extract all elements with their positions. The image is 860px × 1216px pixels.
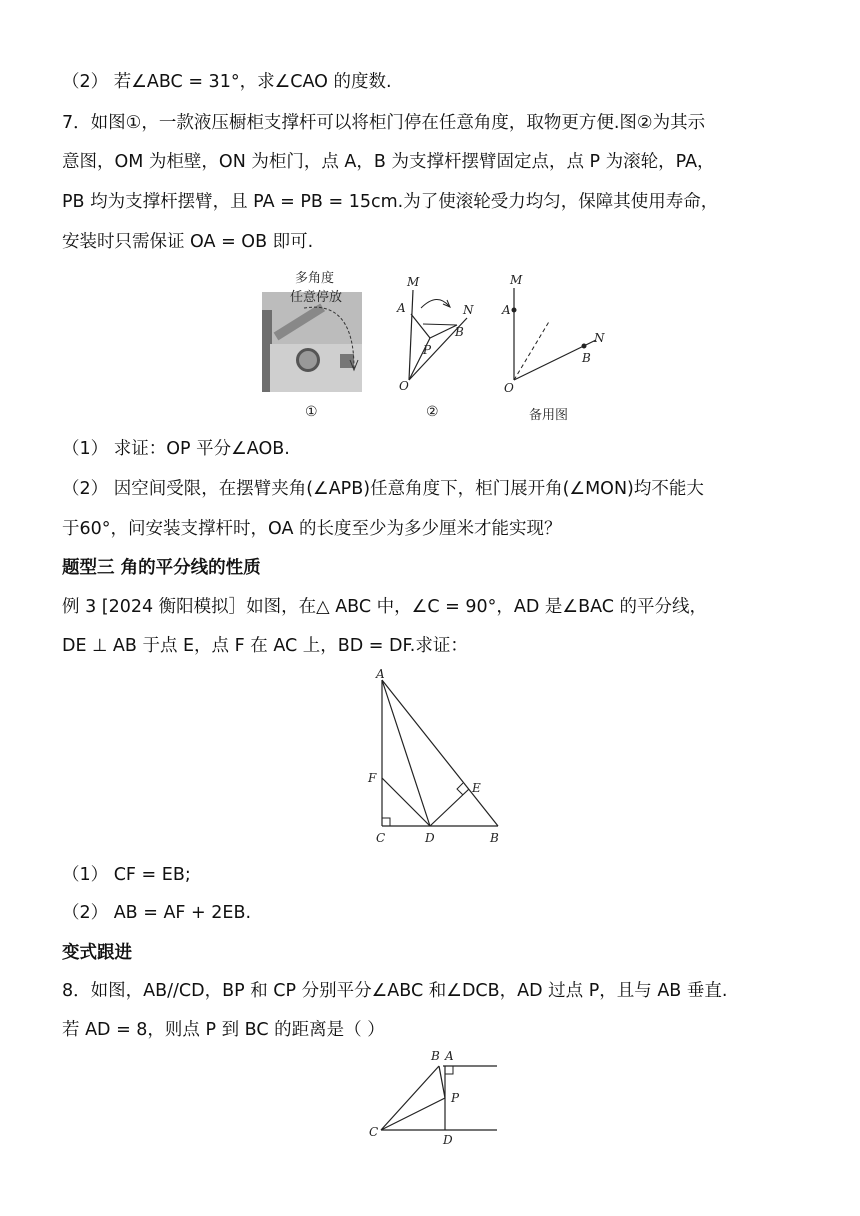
ex3-label-D: D xyxy=(425,831,435,845)
question-7-line-3: PB 均为支撑杆摆臂，且 PA = PB = 15cm.为了使滚轮受力均匀，保障其使用寿命， xyxy=(62,192,719,212)
example-3-part-2: （2） AB = AF + 2EB. xyxy=(62,903,252,923)
spare-label-B: B xyxy=(582,351,591,365)
example-3-figure xyxy=(360,668,510,848)
ex3-label-F: F xyxy=(368,771,377,785)
question-8-line-2: 若 AD = 8，则点 P 到 BC 的距离是（ ） xyxy=(62,1020,385,1040)
spare-label-N: N xyxy=(594,331,605,345)
fig7-label-N: N xyxy=(463,303,474,317)
question-8-figure xyxy=(365,1046,505,1146)
fig7-label-O: O xyxy=(399,379,409,393)
spare-label-M: M xyxy=(510,273,523,287)
fig7-label-B: B xyxy=(455,325,464,339)
q8-label-D: D xyxy=(443,1133,453,1147)
question-7-part-2-line-1: （2） 因空间受限，在摆臂夹角(∠APB)任意角度下，柜门展开角(∠MON)均不能大 xyxy=(62,479,704,499)
example-3-part-1: （1） CF = EB; xyxy=(62,865,191,885)
ex3-label-E: E xyxy=(472,781,481,795)
example-3-line-1: 例 3 [2024 衡阳模拟］如图，在△ ABC 中，∠C = 90°，AD 是∠BAC 的平分线， xyxy=(62,597,708,617)
practice-heading: 变式跟进 xyxy=(62,943,132,963)
figure-7-photo-caption-2: 任意停放 xyxy=(290,290,343,305)
figure-7-label-2: ② xyxy=(426,404,439,420)
question-8-line-1: 8．如图，AB//CD，BP 和 CP 分别平分∠ABC 和∠DCB，AD 过点 P，且与 AB 垂直. xyxy=(62,981,728,1001)
question-7-part-1: （1） 求证：OP 平分∠AOB. xyxy=(62,439,290,459)
ex3-label-A: A xyxy=(376,667,385,681)
spare-label-A: A xyxy=(502,303,511,317)
figure-7-label-3: 备用图 xyxy=(529,408,569,423)
question-7-line-4: 安装时只需保证 OA = OB 即可. xyxy=(62,232,314,252)
fig7-label-A: A xyxy=(397,301,406,315)
question-7-line-1: 7．如图①，一款液压橱柜支撑杆可以将柜门停在任意角度，取物更方便.图②为其示 xyxy=(62,113,706,133)
fig7-label-P: P xyxy=(423,343,432,357)
q8-label-P: P xyxy=(451,1091,460,1105)
figure-7-photo-caption-1: 多角度 xyxy=(295,271,335,286)
q8-label-C: C xyxy=(369,1125,379,1139)
question-7-part-2-line-2: 于60°，问安装支撑杆时，OA 的长度至少为多少厘米才能实现？ xyxy=(62,519,562,539)
q8-label-A: A xyxy=(445,1049,454,1063)
spare-label-O: O xyxy=(504,381,514,395)
figure-7-spare-diagram xyxy=(500,270,610,400)
section-heading: 题型三 角的平分线的性质 xyxy=(62,558,261,578)
ex3-label-C: C xyxy=(376,831,386,845)
example-3-line-2: DE ⊥ AB 于点 E，点 F 在 AC 上，BD = DF.求证： xyxy=(62,636,468,656)
ex3-label-B: B xyxy=(490,831,499,845)
question-7-line-2: 意图，OM 为柜壁，ON 为柜门，点 A，B 为支撑杆摆臂固定点，点 P 为滚轮，PA， xyxy=(62,152,715,172)
figure-7-label-1: ① xyxy=(305,404,318,420)
q8-label-B: B xyxy=(431,1049,440,1063)
question-6-part-2: （2） 若∠ABC = 31°，求∠CAO 的度数. xyxy=(62,72,392,92)
fig7-label-M: M xyxy=(407,275,420,289)
figure-7-diagram-2 xyxy=(385,270,495,400)
